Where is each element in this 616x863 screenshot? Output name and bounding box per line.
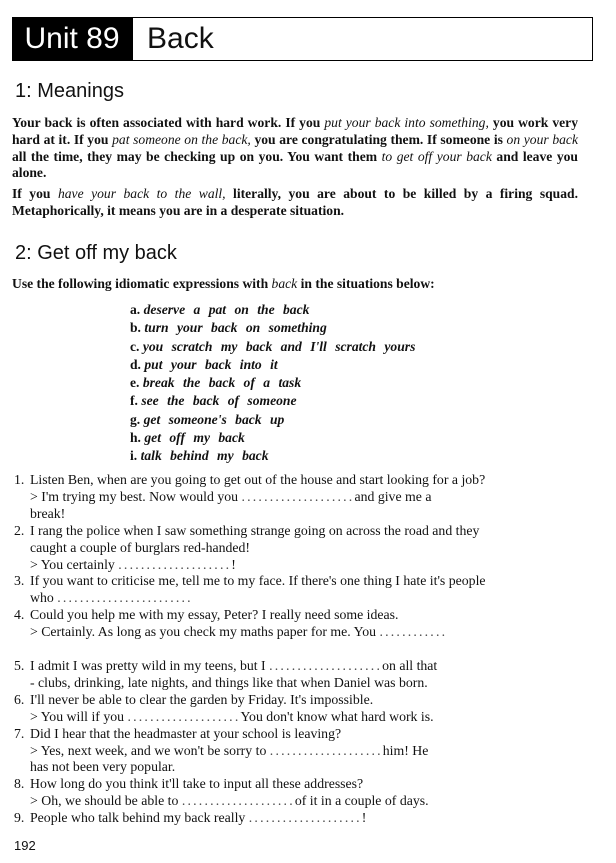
idiom-phrase: have your back to the wall, [57,186,226,201]
exercise-number: 2. [14,522,25,538]
exercise-body [30,726,428,777]
instruction-emphasis: back [271,276,298,291]
exercise-number: 3. [14,573,25,589]
exercise-list [14,472,584,827]
exercise-body [30,810,366,827]
exercise-text [30,641,33,656]
exercise-line [30,506,485,523]
exercise-text: and give me a [354,488,432,504]
exercise-text: You don't know what hard work is. [240,708,434,724]
idiom-text: deserve a pat on the back [143,302,310,317]
exercise-text: has not been very popular. [30,759,176,775]
exercise-number: 9. [14,810,25,826]
idiom-letter: h. [130,430,141,446]
exercise-item [14,810,584,827]
exercise-body [30,776,429,810]
exercise-item [14,726,584,777]
idiom-item [130,448,415,466]
idiom-letter: i. [130,448,138,464]
exercise-line [30,590,486,607]
exercise-number: 1. [14,472,25,487]
exercise-body [30,692,434,726]
exercise-number: 8. [14,776,25,792]
exercise-text: on all that [382,657,438,673]
exercise-line [30,810,366,827]
answer-blank: .................... [181,793,295,809]
exercise-text: > You will if you [30,708,128,724]
exercise-number: 4. [14,607,25,623]
idiom-phrase: pat someone on the back, [112,131,251,147]
answer-blank: .................... [269,742,383,758]
exercise-item [14,776,584,810]
exercise-number: 5. [14,657,25,673]
section-heading-meanings: 1: Meanings [15,80,124,102]
text-run: you are congratulating them. If someone is [250,131,507,147]
exercise-line [30,523,479,540]
exercise-text: ! [231,556,236,572]
exercise-text: > Certainly. As long as you check my maths paper for me. You [30,624,380,640]
instruction-text: Use the following idiomatic expressions with [12,276,272,291]
idiom-item [130,412,415,430]
exercise-text: Did I hear that the headmaster at your school is leaving? [30,725,342,741]
exercise-body [30,607,447,658]
exercise-line [30,759,428,776]
unit-number: Unit 89 [12,17,132,61]
exercise-body [30,573,486,607]
exercise-body [30,658,437,692]
instruction-text-end: in the situations below: [297,276,435,291]
exercise-text: If you want to criticise me, tell me to my face. If there's one thing I hate it's people [30,573,486,589]
idiom-letter: f. [130,393,138,409]
idiom-item [130,393,415,411]
answer-blank: .................... [269,657,383,673]
exercise-text: who [30,590,58,606]
text-run: you work very hard at it. If you [12,115,578,147]
exercise-item [14,658,584,692]
meanings-paragraph-2 [12,186,578,220]
exercise-line [30,793,429,810]
text-run: and leave you alone. [12,148,578,181]
section-heading-get-off-my-back: 2: Get off my back [15,242,177,264]
exercise-text: > Yes, next week, and we won't be sorry to [30,742,270,758]
exercise-line [30,540,479,557]
exercise-text: > You certainly [30,556,119,572]
idiom-letter: e. [130,375,140,391]
exercise-line [30,692,434,709]
idiom-phrase: put your back into something, [324,115,489,130]
exercise-text: I rang the police when I saw something strange going on across the road and they [30,522,480,538]
idiom-item [130,430,415,448]
exercise-item [14,692,584,726]
exercise-body [30,472,485,523]
text-run: If you [12,186,58,201]
exercise-line [30,607,447,624]
exercise-text: ! [361,810,367,826]
idiom-text: talk behind my back [140,448,269,464]
exercise-text: break! [30,505,66,521]
idiom-phrase: on your back [506,131,578,147]
idiom-letter: c. [130,338,140,354]
text-run: Your back is often associated with hard work. If you [12,115,325,130]
exercise-line [30,489,485,506]
exercise-item [14,607,584,658]
idiom-item [130,375,415,393]
text-run: all the time, they may be checking up on you. You want them [12,148,382,164]
exercise-line [30,658,437,675]
exercise-text: Could you help me with my essay, Peter? I really need some ideas. [30,607,399,623]
exercise-line [30,726,428,743]
idiom-text: break the back of a task [142,375,302,391]
exercise-number: 6. [14,691,25,707]
exercise-text: him! He [382,742,429,758]
exercise-text: I'll never be able to clear the garden by Friday. It's impossible. [30,691,374,707]
idiom-text: see the back of someone [141,393,297,409]
idiom-item [130,320,415,338]
exercise-line [30,641,447,658]
idiom-phrase: to get off your back [381,148,492,164]
meanings-paragraph-1 [12,115,578,182]
exercise-text: People who talk behind my back really [30,810,249,826]
answer-blank: .................... [241,488,355,504]
exercise-text: Listen Ben, when are you going to get out of the house and start looking for a job? [30,472,486,487]
idiom-letter: a. [130,302,141,317]
exercise-line [30,743,428,760]
idiom-item [130,339,415,357]
text-run: literally, you are about to be killed by a firing squad. Metaphorically, it means you are in a desperate situation. [12,186,578,218]
exercise-text: of it in a couple of days. [294,793,429,809]
idiom-list [130,302,415,467]
exercise-text: How long do you think it'll take to input all these addresses? [30,776,364,792]
idiom-item [130,302,415,320]
exercise-line [30,709,434,726]
answer-blank: .................... [248,810,362,826]
exercise-item [14,523,584,574]
exercise-line [30,472,485,489]
answer-blank: .................... [127,708,241,724]
idiom-letter: b. [130,320,141,336]
exercise-text: > Oh, we should be able to [30,793,182,809]
exercise-item [14,472,584,523]
unit-title: Back [132,17,593,61]
idiom-letter: d. [130,356,141,372]
exercise-text: > I'm trying my best. Now would you [30,488,242,504]
exercise-item [14,573,584,607]
exercise-body [30,523,479,574]
exercise-number: 7. [14,725,25,741]
exercise-line [30,624,447,641]
idiom-text: get someone's back up [143,411,285,427]
idiom-item [130,357,415,375]
idiom-text: turn your back on something [144,320,327,336]
idiom-text: get off my back [144,430,245,446]
answer-blank: .................... [118,556,232,572]
exercise-text: I admit I was pretty wild in my teens, but I [30,657,270,673]
page-number: 192 [14,838,36,853]
exercise-line [30,573,486,590]
idiom-text: put your back into it [144,356,278,372]
exercise-line [30,776,429,793]
idiom-text: you scratch my back and I'll scratch yours [142,338,416,354]
answer-blank: ........................ [57,590,193,606]
exercise-text: caught a couple of burglars red-handed! [30,539,251,555]
idiom-letter: g. [130,411,141,427]
exercise-instruction [12,276,435,292]
exercise-line [30,675,437,692]
exercise-text: - clubs, drinking, late nights, and things like that when Daniel was born. [30,674,428,690]
exercise-line [30,557,479,574]
answer-blank: ............ [379,624,448,640]
